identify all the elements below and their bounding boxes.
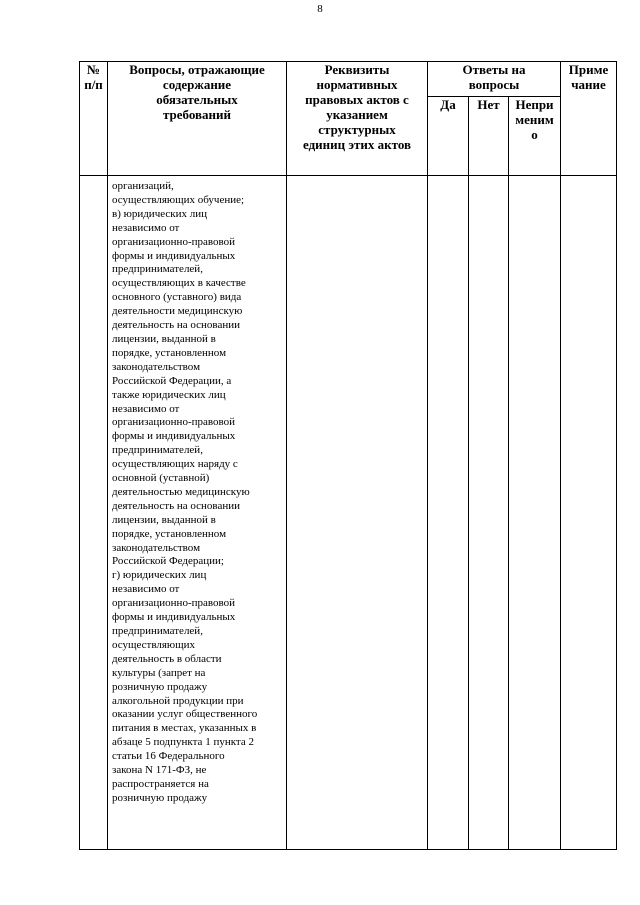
cell-question [108, 176, 287, 850]
header-yes: Да [428, 97, 469, 176]
checklist-table [79, 61, 617, 850]
header-answers: Ответы на вопросы [428, 62, 561, 97]
header-no: Нет [469, 97, 509, 176]
page-number: 8 [317, 3, 323, 15]
cell-note [561, 176, 617, 850]
cell-no [469, 176, 509, 850]
header-question: Вопросы, отражающие содержание обязательных требований [108, 62, 287, 176]
header-requisites: Реквизиты нормативных правовых актов с указанием структурных единиц этих актов [287, 62, 428, 176]
header-row-top [80, 62, 617, 97]
header-number: № п/п [80, 62, 108, 176]
cell-requisites [287, 176, 428, 850]
cell-not-applicable [509, 176, 561, 850]
header-note: Приме чание [561, 62, 617, 176]
header-not-applicable: Непри меним о [509, 97, 561, 176]
question-text: организаций, осуществляющих обучение; в) юридических лиц независимо от организационно-правовой формы и индивидуальных предпринимателей, осуществляющих в качестве основного (уставного) вида деятельности медицинскую деятельность на основании лицензии, выданной в порядке, установленном законодательством Российской Федерации, а также юридических лиц независимо от организационно-правовой формы и индивидуальных предпринимателей, осуществляющих наряду с основной (уставной) деятельностью медицинскую деятельность на основании лицензии, выданной в порядке, установленном законодательством Российской Федерации; г) юридических лиц независимо от организационно-правовой формы и индивидуальных предпринимателей, осуществляющих деятельность в области культуры (запрет на розничную продажу алкогольной продукции при оказании услуг общественного питания в местах, указанных в абзаце 5 подпункта 1 пункта 2 статьи 16 Федерального закона N 171-ФЗ, не распространяется на розничную продажу [112, 180, 258, 804]
table-row [80, 176, 617, 850]
cell-number [80, 176, 108, 850]
cell-yes [428, 176, 469, 850]
